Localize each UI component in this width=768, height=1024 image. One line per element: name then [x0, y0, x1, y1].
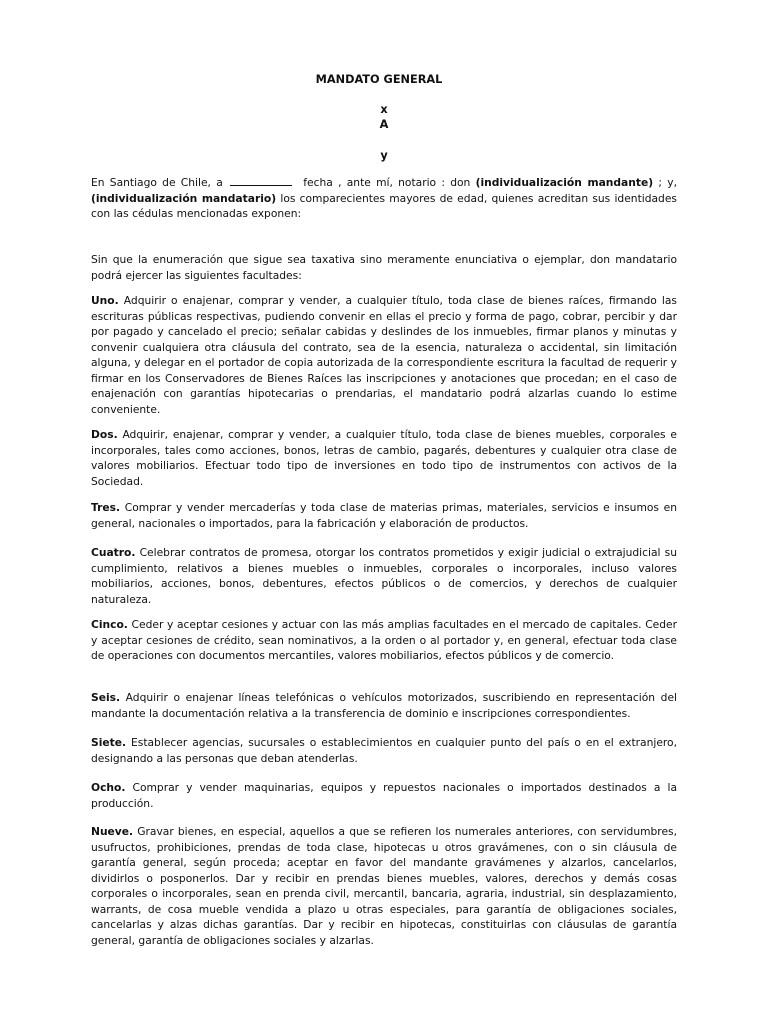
- clause-text: Adquirir, enajenar, comprar y vender, a cualquier título, toda clase de bienes muebles, corporales e incorporales, tales como acciones, bonos, letras de cambio, pagarés, debentures y cualquier otra clase de valores mobiliarios. Efectuar todo tipo de inversiones en todo tipo de instrumentos con activos de la Sociedad.: [91, 428, 677, 488]
- clause-text: Establecer agencias, sucursales o establecimientos en cualquier punto del país o en el extranjero, designando a las personas que deban atenderlas.: [91, 736, 677, 765]
- clause-paragraph: [91, 735, 677, 766]
- document-title: MANDATO GENERAL: [315, 73, 443, 86]
- enumeration-paragraph: Sin que la enumeración que sigue sea taxativa sino meramente enunciativa o ejemplar, don mandatario podrá ejercer las siguientes facultades:: [91, 253, 677, 282]
- party-x-marker: x: [380, 103, 388, 116]
- clause-text: Celebrar contratos de promesa, otorgar los contratos prometidos y exigir judicial o extrajudicial su cumplimiento, relativos a bienes muebles o inmuebles, corporales o incorporales, incluso valores mobiliarios, acciones, bonos, debentures, efectos públicos o de comercios, y derechos de cualquier naturaleza.: [91, 546, 677, 606]
- clause-number: Tres.: [91, 501, 121, 514]
- clause-number: Cuatro.: [91, 546, 136, 559]
- clause-text: Adquirir o enajenar líneas telefónicas o vehículos motorizados, suscribiendo en representación del mandante la documentación relativa a la transferencia de dominio e inscripciones correspondientes.: [91, 691, 677, 720]
- clause-paragraph: [91, 500, 677, 531]
- clause-paragraph: [91, 824, 677, 948]
- intro-text: los comparecientes mayores de edad, quienes acreditan sus identidades con las cédulas mencionadas exponen:: [91, 191, 677, 220]
- clause-text: Adquirir o enajenar, comprar y vender, a cualquier título, toda clase de bienes raíces, firmando las escrituras públicas respectivas, pudiendo convenir en ellas el precio y forma de pago, cobrar, percibir y dar por pagado y cancelado el precio; señalar cabidas y deslindes de los inmuebles, firmar planos y minutas y convenir cualquiera otra cláusula del contrato, sea de la esencia, naturaleza o accidental, sin limitación alguna, y delegar en el portador de copia autorizada de la correspondiente escritura la facultad de requerir y firmar en los Conservadores de Bienes Raíces las inscripciones y anotaciones que procedan; en el caso de enajenación con garantías hipotecarias o prendarias, el mandatario podrá alzarlas cuando lo estime conveniente.: [91, 294, 678, 416]
- clause-text: Gravar bienes, en especial, aquellos a que se refieren los numerales anteriores, con servidumbres, usufructos, prohibiciones, prendas de toda clase, hipotecas u otros gravámenes, con o sin cláusula de garantía general, según proceda; aceptar en favor del mandante gravámenes y alzarlos, cancelarlos, dividirlos o posponerlos. Dar y recibir en prendas bienes muebles, valores, derechos y demás cosas corporales o incorporales, sean en prenda civil, mercantil, bancaria, agraria, industrial, sin desplazamiento, warrants, de cosa mueble vendida a plazo u otras especiales, para garantía de obligaciones sociales, cancelarlas y alzas dichas garantías. Dar y recibir en hipotecas, constituirlas con cláusulas de garantía general, garantía de obligaciones sociales y alzarlas.: [91, 825, 677, 947]
- clause-paragraph: [91, 545, 677, 607]
- clause-paragraph: [91, 690, 677, 721]
- clause-number: Cinco.: [91, 618, 128, 631]
- clause-number: Siete.: [91, 736, 127, 749]
- mandante-placeholder: (individualización mandante): [475, 176, 654, 189]
- clause-text: Ceder y aceptar cesiones y actuar con las más amplias facultades en el mercado de capitales. Ceder y aceptar cesiones de crédito, sean nominativos, a la orden o al portador y, en general, efectuar toda clase de operaciones con documentos mercantiles, valores mobiliarios, efectos públicos y de comercio.: [91, 618, 678, 662]
- clause-paragraph: [91, 617, 677, 664]
- clause-text: Comprar y vender maquinarias, equipos y repuestos nacionales o importados destinados a la producción.: [91, 781, 677, 810]
- intro-paragraph: [91, 175, 677, 222]
- mandatario-placeholder: (individualización mandatario): [91, 191, 277, 205]
- clause-text: Comprar y vender mercaderías y toda clase de materias primas, materiales, servicios e insumos en general, nacionales o importados, para la fabricación y elaboración de productos.: [91, 501, 677, 530]
- party-a-marker: A: [379, 118, 389, 131]
- date-blank-line: [230, 175, 292, 186]
- clause-number: Uno.: [91, 294, 119, 307]
- intro-text: fecha , ante mí, notario : don: [303, 176, 471, 189]
- intro-text: ; y,: [658, 176, 677, 189]
- clause-paragraph: [91, 427, 677, 489]
- clause-paragraph: [91, 780, 677, 811]
- intro-text: En Santiago de Chile, a: [91, 176, 223, 189]
- clause-number: Dos.: [91, 428, 118, 441]
- party-y-marker: y: [380, 149, 388, 162]
- clause-number: Nueve.: [91, 825, 134, 838]
- clause-paragraph: [91, 293, 677, 417]
- clause-number: Ocho.: [91, 781, 126, 794]
- clause-number: Seis.: [91, 691, 121, 704]
